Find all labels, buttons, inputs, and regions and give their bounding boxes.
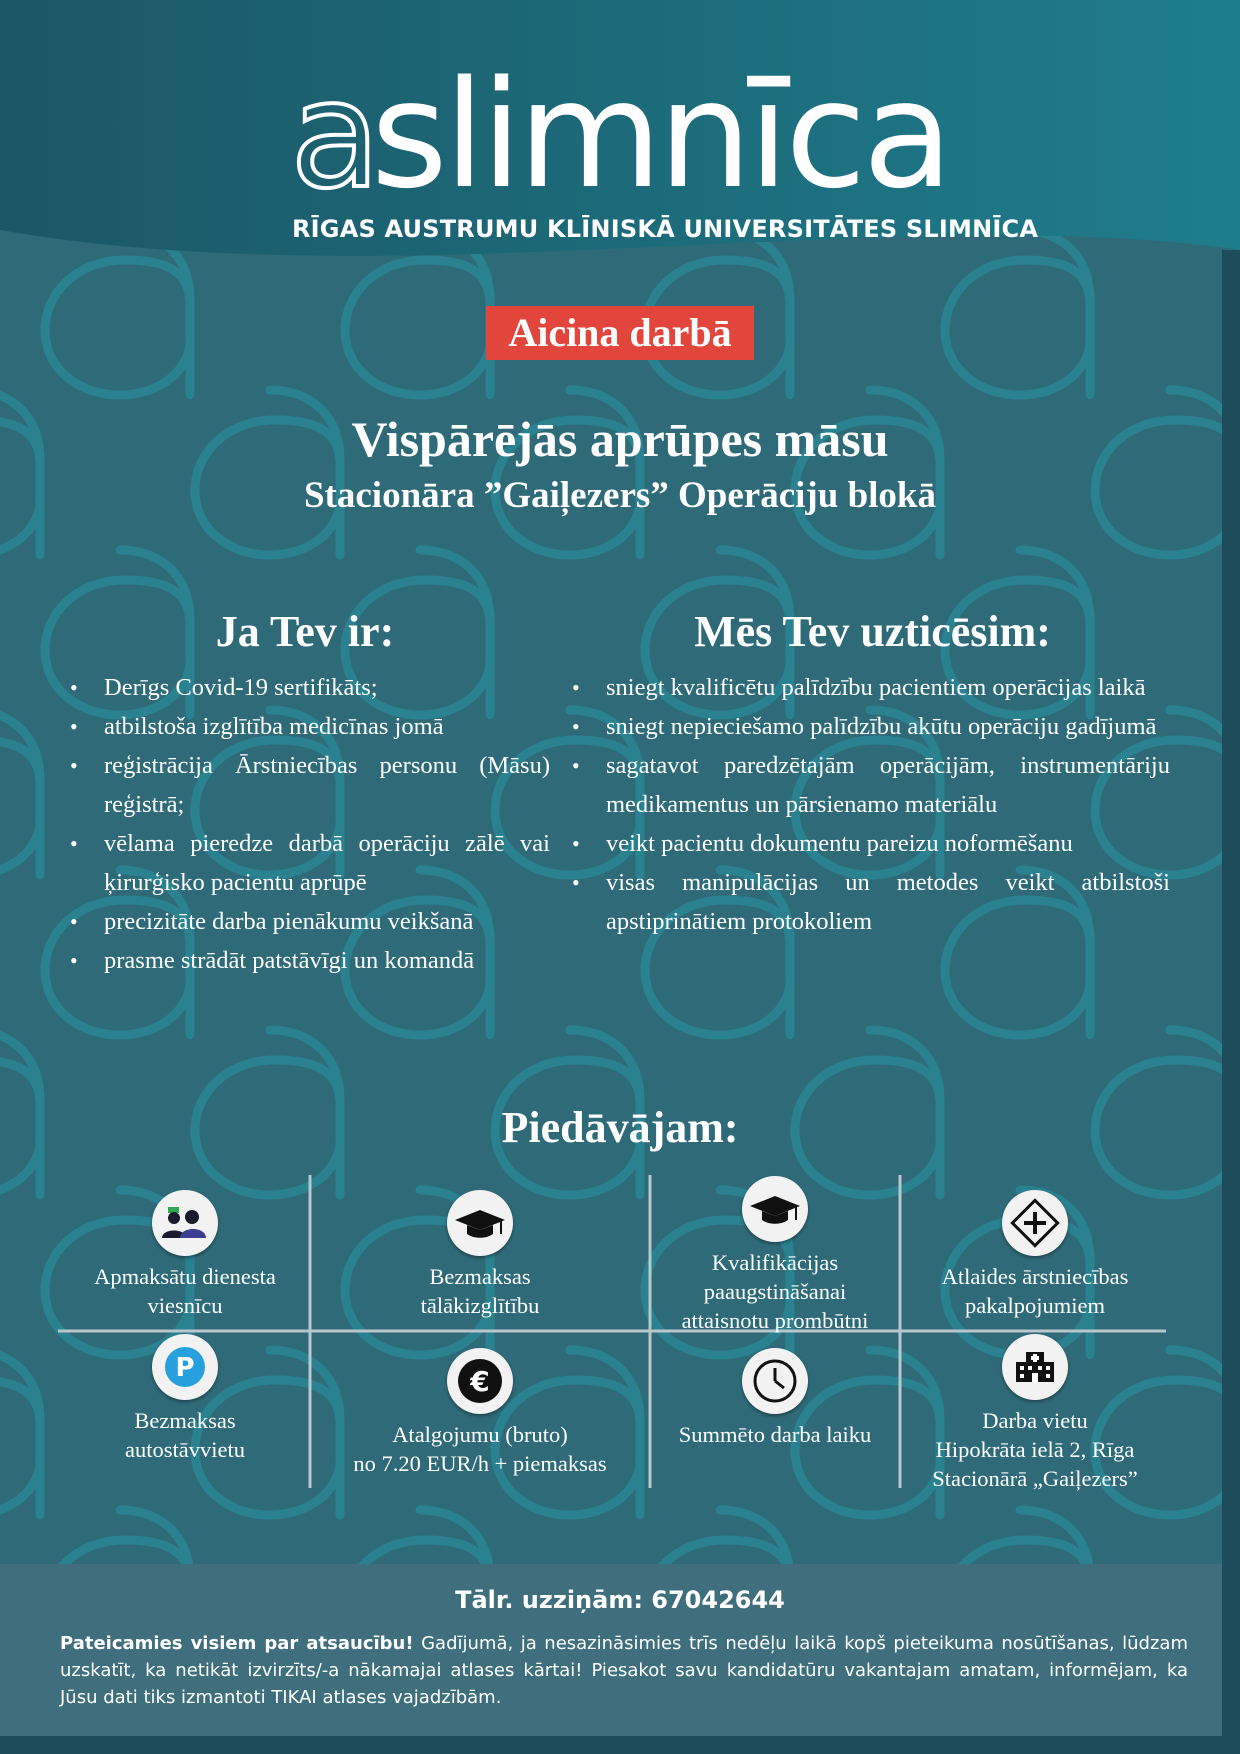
graduation-cap-icon <box>447 1190 513 1256</box>
parking-icon <box>152 1334 218 1400</box>
graduation-cap-icon <box>742 1176 808 1242</box>
job-location-subtitle: Stacionāra ”Gaiļezers” Operāciju blokā <box>303 475 937 516</box>
medical-cross-icon <box>1002 1190 1068 1256</box>
list-item: • veikt pacientu dokumentu pareizu noformēšanu <box>566 824 1170 863</box>
hospital-icon <box>1002 1334 1068 1400</box>
offer-item-working-time: Summēto darba laiku <box>652 1348 898 1449</box>
list-item: • visas manipulācijas un metodes veikt atbilstoši apstiprinātiem protokoliem <box>566 863 1170 941</box>
list-item: • prasme strādāt patstāvīgi un komandā <box>64 941 550 980</box>
offer-item-housing: Apmaksātu dienesta viesnīcu <box>60 1190 310 1320</box>
list-item: • sniegt kvalificētu palīdzību pacientiem operācijas laikā <box>566 668 1170 707</box>
svg-text:P: P <box>175 1353 195 1383</box>
offer-item-parking: P Bezmaksas autostāvvietu <box>60 1334 310 1464</box>
offer-item-qualification: Kvalifikācijas paaugstināšanai attaisnotu prombūtni <box>652 1176 898 1335</box>
job-title: Vispārējās aprūpes māsu <box>351 411 889 467</box>
list-item: • reģistrācija Ārstniecības personu (Māsu) reģistrā; <box>64 746 550 824</box>
duties-heading: Mēs Tev uzticēsim: <box>694 607 1051 656</box>
footer-disclaimer <box>60 1630 1188 1711</box>
disclaimer-text: Gadījumā, ja nesazināsimies trīs nedēļu laikā kopš pieteikuma nosūtīšanas, lūdzam uzskatīt, ka netikāt izvirzīts/-a nākamajai atlases kārtai! Piesakot savu kandidatūru vakantajam amatam, informējam, ka Jūsu dati tiks izmantoti TIKAI atlases vajadzībām. <box>60 1633 1188 1708</box>
contact-phone: Tālr. uzziņām: 67042644 <box>455 1586 785 1614</box>
offer-item-salary: € Atalgojumu (bruto) no 7.20 EUR/h + piemaksas <box>320 1348 640 1478</box>
requirements-heading: Ja Tev ir: <box>215 607 395 656</box>
list-item: • precizitāte darba pienākumu veikšanā <box>64 902 550 941</box>
list-item: • sagatavot paredzētajām operācijām, instrumentāriju medikamentus un pārsienamo materiālu <box>566 746 1170 824</box>
offer-heading: Piedāvājam: <box>501 1103 739 1152</box>
people-icon <box>152 1190 218 1256</box>
offer-item-education: Bezmaksas tālākizglītību <box>340 1190 620 1320</box>
logo-subtitle: RĪGAS AUSTRUMU KLĪNISKĀ UNIVERSITĀTES SLIMNĪCA <box>292 215 1039 243</box>
logo-wordmark: aslimnīca <box>290 49 950 221</box>
clock-icon <box>742 1348 808 1414</box>
list-item: • sniegt nepieciešamo palīdzību akūtu operāciju gadījumā <box>566 707 1170 746</box>
offer-item-workplace: Darba vietu Hipokrāta ielā 2, Rīga Stacionārā „Gaiļezers” <box>900 1334 1170 1493</box>
svg-text:€: € <box>470 1365 490 1398</box>
list-item: • vēlama pieredze darbā operāciju zālē vai ķirurģisko pacientu aprūpē <box>64 824 550 902</box>
list-item: • atbilstoša izglītība medicīnas jomā <box>64 707 550 746</box>
footer-bottom-strip <box>0 1736 1240 1754</box>
list-item: • Derīgs Covid-19 sertifikāts; <box>64 668 550 707</box>
offer-item-discounts: Atlaides ārstniecības pakalpojumiem <box>910 1190 1160 1320</box>
hiring-badge: Aicina darbā <box>486 306 754 360</box>
euro-icon <box>447 1348 513 1414</box>
thanks-text: Pateicamies visiem par atsaucību! <box>60 1633 414 1654</box>
